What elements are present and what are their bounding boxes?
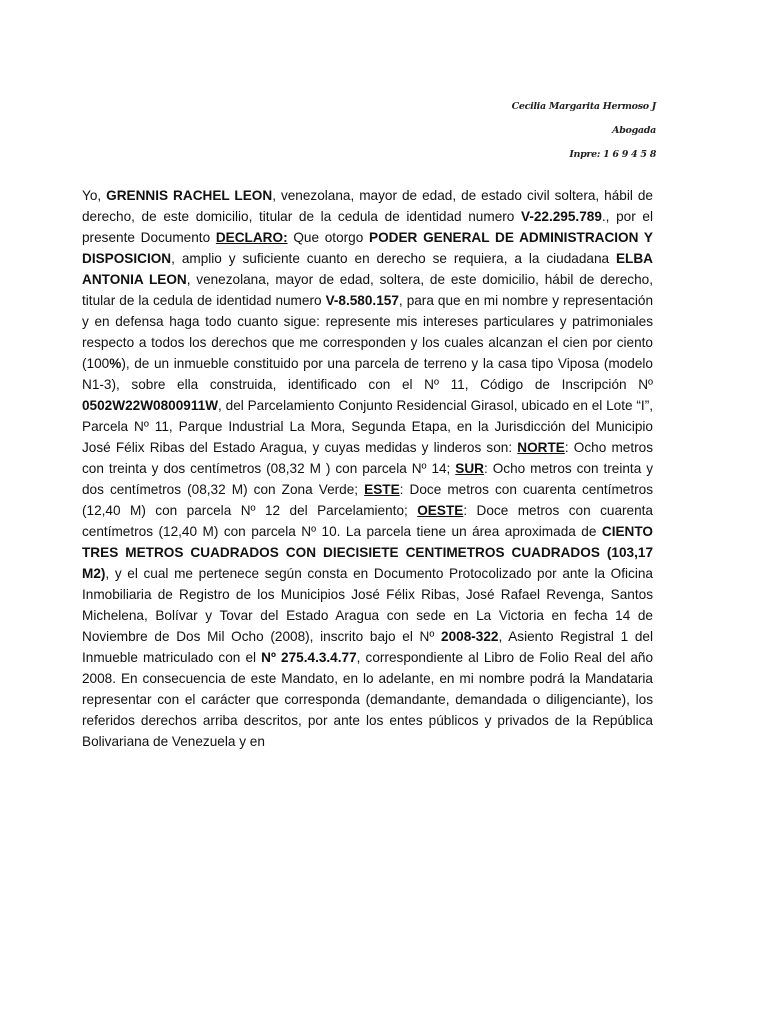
bold-text-segment: V-22.295.789 (521, 209, 602, 224)
text-segment: : Ocho metros con treinta y dos centímetros (08,32 M) con Zona Verde; (82, 461, 653, 497)
text-segment: , para que en mi nombre y representación y en defensa haga todo cuanto sigue: represente mis intereses particulares y patrimoniales respecto a todos los derechos que me corresponden y los cuales alcanzan el cien por ciento (100 (82, 293, 653, 371)
text-segment: Que otorgo (287, 230, 370, 245)
document-body (82, 185, 653, 752)
text-segment: ), de un inmueble constituido por una parcela de terreno y la casa tipo Viposa (modelo N1-3), sobre ella construida, identificado con el Nº 11, Código de Inscripción Nº (82, 356, 653, 392)
bold-text-segment: PODER GENERAL DE ADMINISTRACION Y DISPOSICION (82, 230, 653, 266)
lawyer-header (512, 99, 656, 171)
text-segment: ., por el presente Documento (82, 209, 653, 245)
text-segment: , Asiento Registral 1 del Inmueble matriculado con el (82, 629, 653, 665)
lawyer-name: Cecilia Margarita Hermoso J (511, 101, 656, 112)
bold-text-segment: Nº 275.4.3.4.77 (261, 650, 357, 665)
bold-text-segment: GRENNIS RACHEL LEON (106, 188, 273, 203)
text-segment: , y el cual me pertenece según consta en Documento Protocolizado por ante la Oficina Inmobiliaria de Registro de los Municipios José Félix Ribas, José Rafael Revenga, Santos Michelena, Bolívar y Tovar del Estado Aragua con sede en La Victoria en fecha 14 de Noviembre de Dos Mil Ocho (2008), inscrito bajo el Nº (82, 566, 653, 644)
bold-text-segment: V-8.580.157 (325, 293, 399, 308)
text-segment: , venezolana, mayor de edad, de estado civil soltera, hábil de derecho, de este domicilio, titular de la cedula de identidad numero (82, 188, 653, 224)
bold-text-segment: DECLARO: (215, 230, 288, 245)
bold-text-segment: ESTE (364, 482, 400, 497)
text-segment: , del Parcelamiento Conjunto Residencial Girasol, ubicado en el Lote “I”, Parcela Nº 11, Parque Industrial La Mora, Segunda Etapa, en la Jurisdicción del Municipio José Félix Ribas del Estado Aragua, y cuyas medidas y linderos son: (82, 398, 653, 455)
lawyer-title: Abogada (612, 125, 656, 136)
bold-text-segment: ELBA ANTONIA LEON (82, 251, 653, 287)
bold-text-segment: SUR (455, 461, 484, 476)
text-segment: : Ocho metros con treinta y dos centímetros (08,32 M ) con parcela Nº 14; (82, 440, 653, 476)
text-segment: , venezolana, mayor de edad, soltera, de este domicilio, hábil de derecho, titular de la cedula de identidad numero (82, 272, 653, 308)
text-segment: , correspondiente al Libro de Folio Real del año 2008. En consecuencia de este Mandato, en lo adelante, en mi nombre podrá la Mandataria representar con el carácter que corresponda (demandante, demandada o diligenciante), los referidos derechos arriba descritos, por ante los entes públicos y privados de la República Bolivariana de Venezuela y en (82, 650, 654, 749)
text-segment: , amplio y suficiente cuanto en derecho se requiera, a la ciudadana (171, 251, 616, 266)
power-of-attorney-paragraph (82, 185, 653, 752)
bold-text-segment: % (109, 356, 122, 371)
bold-text-segment: 0502W22W0800911W (82, 398, 219, 413)
text-segment: : Doce metros con cuarenta centímetros (12,40 M) con parcela Nº 12 del Parcelamiento; (82, 482, 654, 518)
text-segment: : Doce metros con cuarenta centímetros (12,40 M) con parcela Nº 10. La parcela tiene un área aproximada de (82, 503, 653, 539)
bold-text-segment: CIENTO TRES METROS CUADRADOS CON DIECISIETE CENTIMETROS CUADRADOS (103,17 M2) (82, 524, 653, 581)
lawyer-inpre: Inpre: 1 6 9 4 5 8 (569, 149, 656, 160)
bold-text-segment: NORTE (517, 440, 565, 455)
text-segment: Yo, (82, 188, 107, 203)
bold-text-segment: 2008-322 (441, 629, 499, 644)
bold-text-segment: OESTE (417, 503, 464, 518)
